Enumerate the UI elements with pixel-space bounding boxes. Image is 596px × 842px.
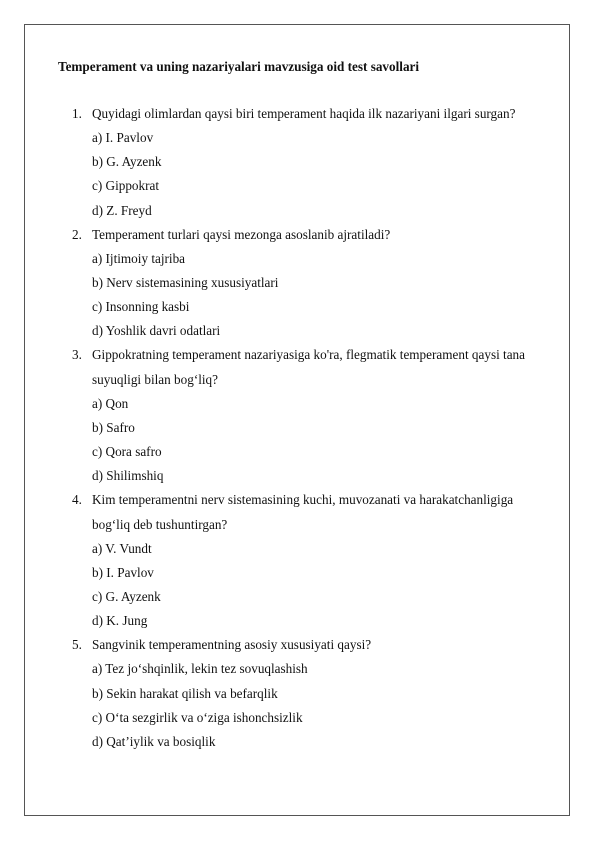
answer-option: c) Gippokrat — [92, 178, 160, 193]
document-title: Temperament va uning nazariyalari mavzusiga oid test savollari — [58, 59, 420, 74]
question-number: 3. — [72, 347, 82, 362]
answer-option: b) Nerv sistemasining xususiyatlari — [92, 275, 279, 290]
answer-option: d) Yoshlik davri odatlari — [92, 323, 221, 338]
question-text: Gippokratning temperament nazariyasiga ko'ra, flegmatik temperament qaysi tana — [92, 347, 526, 362]
question-number: 1. — [72, 106, 82, 121]
answer-option: d) Z. Freyd — [92, 203, 152, 218]
answer-option: b) Safro — [92, 420, 135, 435]
question-number: 4. — [72, 492, 82, 507]
answer-option: a) V. Vundt — [92, 541, 152, 556]
answer-option: a) Qon — [92, 396, 129, 411]
answer-option: d) Qat’iylik va bosiqlik — [92, 734, 216, 749]
answer-option: d) Shilimshiq — [92, 468, 164, 483]
answer-option: c) Insonning kasbi — [92, 299, 190, 314]
question-text: Quyidagi olimlardan qaysi biri temperament haqida ilk nazariyani ilgari surgan? — [92, 106, 516, 121]
question-text-continued: bog‘liq deb tushuntirgan? — [92, 517, 228, 532]
answer-option: c) Qora safro — [92, 444, 162, 459]
question-text: Temperament turlari qaysi mezonga asoslanib ajratiladi? — [92, 227, 391, 242]
question-text: Sangvinik temperamentning asosiy xususiyati qaysi? — [92, 637, 372, 652]
answer-option: b) I. Pavlov — [92, 565, 154, 580]
question-text: Kim temperamentni nerv sistemasining kuchi, muvozanati va harakatchanligiga — [92, 492, 514, 507]
answer-option: b) Sekin harakat qilish va befarqlik — [92, 686, 278, 701]
answer-option: d) K. Jung — [92, 613, 148, 628]
answer-option: c) O‘ta sezgirlik va o‘ziga ishonchsizlik — [92, 710, 303, 725]
answer-option: c) G. Ayzenk — [92, 589, 161, 604]
question-text-continued: suyuqligi bilan bog‘liq? — [92, 372, 219, 387]
question-number: 2. — [72, 227, 82, 242]
question-number: 5. — [72, 637, 82, 652]
answer-option: a) Tez jo‘shqinlik, lekin tez sovuqlashish — [92, 661, 308, 676]
answer-option: a) Ijtimoiy tajriba — [92, 251, 186, 266]
answer-option: b) G. Ayzenk — [92, 154, 162, 169]
answer-option: a) I. Pavlov — [92, 130, 154, 145]
